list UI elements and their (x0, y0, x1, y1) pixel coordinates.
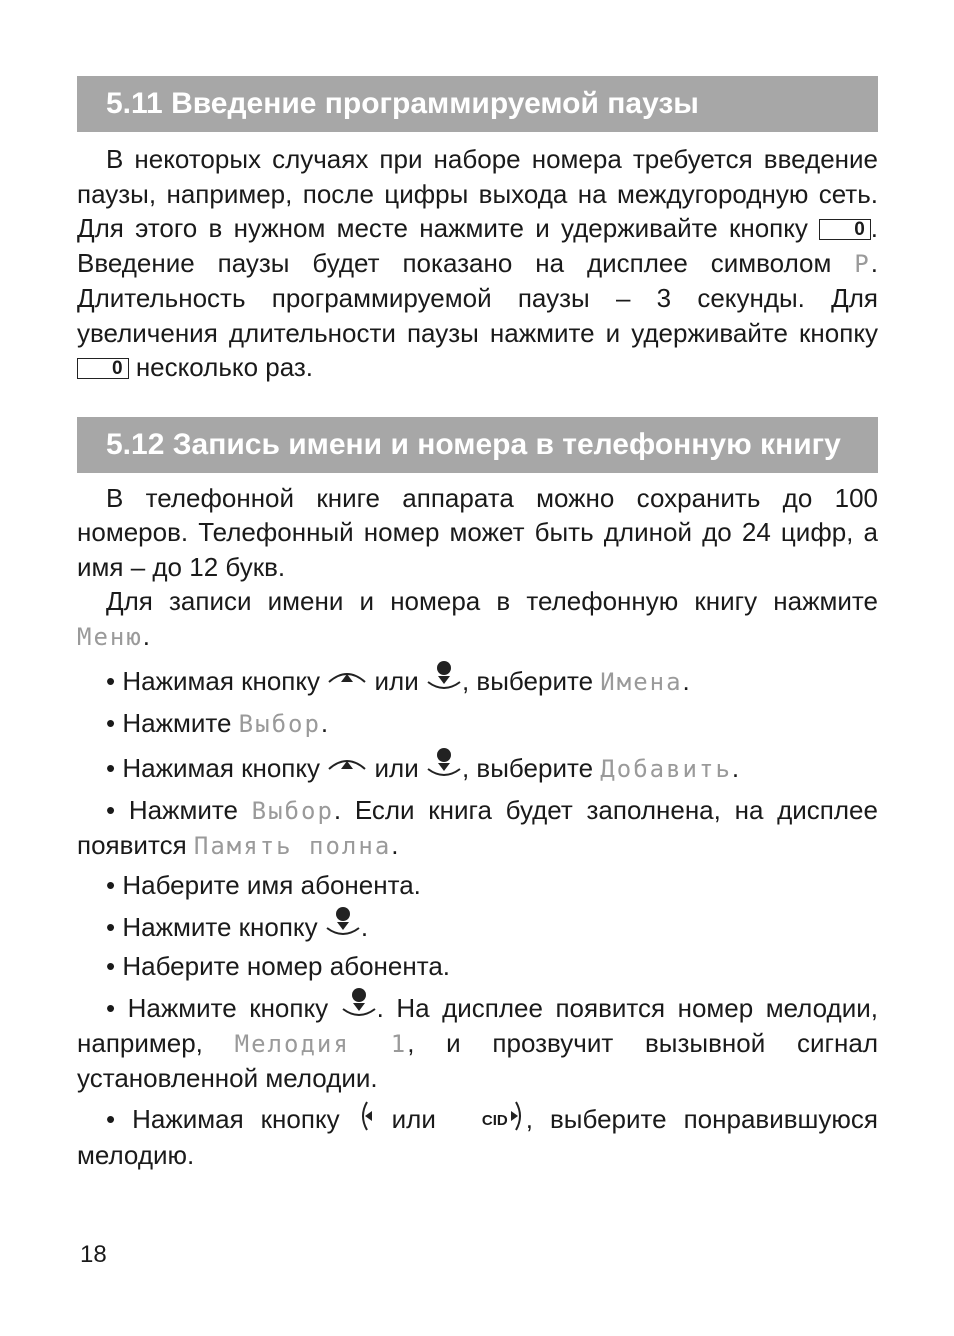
bullet-4: • Нажмите Выбор. Если книга будет заполнена, на дисплее появится Память полна. (77, 794, 878, 860)
bullet-8 (77, 987, 878, 1096)
section-5-12-paragraph-1: В телефонной книге аппарата можно сохранить до 100 номеров. Телефонный номер может быть длиной до 24 цифр, а имя – до 12 букв. (77, 482, 878, 582)
section-5-12-paragraph-2: Для записи имени и номера в телефонную книгу нажмите Меню. (77, 586, 878, 651)
phonebook-down-key-icon (426, 660, 462, 694)
bullet-3: • Нажимая кнопку или , выберите Добавить. (77, 747, 878, 787)
text: или (374, 666, 419, 696)
lcd-select: Выбор (251, 796, 334, 825)
key-0-icon: 0 (77, 358, 129, 379)
bullet-7: • Наберите номер абонента. (106, 950, 451, 981)
text: . Длительность программируемой паузы – 3 секунды. Для увеличения длительности паузы нажмите и удерживайте кнопку (77, 247, 878, 348)
bullet-2: • Нажмите Выбор. (106, 707, 329, 738)
text: , и прозвучит вызывной сигнал установленной мелодии. (77, 1027, 878, 1093)
text: • Нажмите кнопку (106, 912, 318, 942)
text: . На дисплее появится номер мелодии, например, (77, 993, 878, 1058)
bullet-9 (77, 1100, 878, 1173)
page-content (77, 76, 878, 1173)
lcd-melody: Мелодия 1 (234, 1029, 408, 1058)
text: . Если книга будет заполнена, на дисплее появится (77, 794, 878, 860)
text: , выберите (461, 666, 594, 696)
section-5-11-title: 5.11 Введение программируемой паузы (77, 76, 878, 132)
text: , выберите понравившуюся мелодию. (77, 1103, 878, 1170)
up-arrow-key-icon (327, 755, 367, 781)
bullet-6: • Нажмите кнопку . (77, 906, 878, 945)
text: • Нажмите (106, 794, 238, 825)
phonebook-down-key-icon (325, 906, 361, 940)
left-arrow-key-icon (357, 1100, 375, 1132)
up-arrow-key-icon (327, 668, 367, 694)
bullet-5: • Наберите имя абонента. (106, 869, 421, 900)
text: , выберите (461, 753, 594, 783)
text: несколько раз. (135, 352, 314, 382)
text: Для записи имени и номера в телефонную книгу нажмите (106, 586, 878, 616)
bullet-1: • Нажимая кнопку или , выберите Имена. (77, 660, 878, 700)
section-5-11-paragraph (77, 142, 878, 385)
lcd-add: Добавить (600, 755, 732, 783)
text: . Введение паузы будет показано на дисплее символом (77, 213, 878, 278)
cid-key-icon: CID (481, 1111, 508, 1129)
page-number: 18 (80, 1241, 107, 1268)
lcd-menu: Меню (77, 622, 143, 651)
text: или (374, 753, 419, 783)
text: • Нажмите кнопку (106, 993, 329, 1023)
text: • Нажимая кнопку (106, 666, 321, 696)
lcd-pause-symbol: P (854, 249, 871, 278)
phonebook-down-key-icon (426, 747, 462, 781)
section-5-12-title: 5.12 Запись имени и номера в телефонную книгу (77, 417, 878, 473)
text: • Нажимая кнопку (106, 753, 321, 783)
lcd-select: Выбор (238, 709, 321, 738)
text: В некоторых случаях при наборе номера требуется введение паузы, например, после цифры выхода на междугородную сеть. Для этого в нужном месте нажмите и удерживайте кнопку (77, 144, 878, 243)
key-0-icon: 0 (819, 219, 871, 240)
text: • Нажимая кнопку (106, 1103, 340, 1134)
text: или (391, 1103, 436, 1134)
lcd-names: Имена (600, 668, 683, 696)
right-arrow-key-icon (508, 1100, 526, 1132)
phonebook-down-key-icon (341, 987, 377, 1021)
text: • Нажмите (106, 707, 232, 738)
lcd-memory-full: Память полна (193, 832, 392, 860)
